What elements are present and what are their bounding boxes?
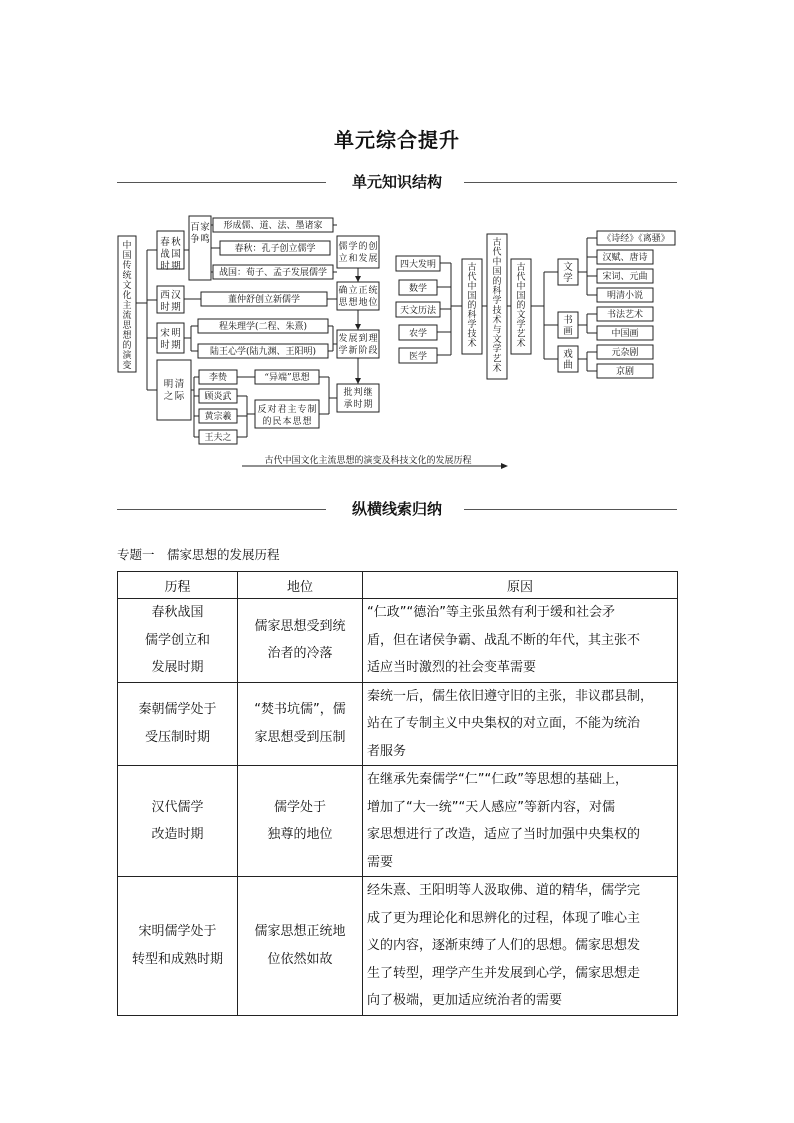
left-root-label: 中国传统文化主流思想的演变 [122,241,132,371]
cell-line: 秦朝儒学处于 [138,702,217,718]
cell-line: 受压制时期 [144,729,210,745]
arts-group-label: 书画 [563,315,573,337]
confucianism-table [117,571,678,1016]
cell-stage [118,766,238,877]
heading-rule-right [464,509,677,510]
period-label-xihan: 西汉时期 [160,290,181,313]
stage-label: 发展到理学新阶段 [338,334,378,356]
cell-line: 汉代儒学 [151,799,204,815]
cell-line: 儒家思想受到统 [254,618,346,634]
section-title-summary: 纵横线索归纳 [351,500,442,518]
cell-line: 儒家思想正统地 [254,924,346,940]
cell-line: “焚书坑儒”，儒 [254,702,346,718]
opera-item-label: 京剧 [615,367,635,377]
cell-line: 秦统一后，儒生依旧遵守旧的主张，非议郡县制， [367,688,654,704]
topic-heading: 专题一 儒家思想的发展历程 [117,547,280,562]
cell-line: 在继承先秦儒学“仁”“仁政”等思想的基础上， [367,772,628,787]
period-label-chunqiu: 春秋战国时期 [160,237,181,272]
stage-label: 确立正统思想地位 [338,286,378,308]
period-label-songming: 宋明时期 [160,328,181,351]
literature-item-label: 宋词、元曲 [602,272,648,282]
science-item-label: 农学 [408,329,428,339]
literature-item-label: 汉赋、唐诗 [602,253,648,263]
cell-reason [363,877,678,1016]
cell-reason [363,599,678,683]
opera-item-label: 元杂剧 [611,348,639,358]
page-title: 单元综合提升 [334,128,460,152]
person-label: 顾炎武 [204,392,232,402]
baijia-label: 百家争鸣 [190,222,210,245]
cell-line: 经朱熹、王阳明等人汲取佛、道的精华，儒学完 [367,883,641,898]
cell-status [238,766,363,877]
cell-line: 成了更为理论化和思辨化的过程，体现了唯心主 [367,910,641,926]
cell-line: “仁政”“德治”等主张虽然有利于缓和社会矛 [367,605,615,620]
person-label: 李贽 [208,373,228,383]
science-root-label: 古代中国的科学技术 [467,263,477,349]
painting-item-label: 中国画 [611,329,639,339]
table-header-row [118,572,678,599]
diagram-arrowheads [355,276,508,469]
cell-status [238,599,363,683]
cell-line: 家思想进行了改造，适应了当时加强中央集权的 [367,827,641,842]
cell-status [238,682,363,766]
person-label: 黄宗羲 [204,412,232,422]
person-label: 王夫之 [204,433,232,443]
cell-line: 适应当时激烈的社会变革需要 [367,660,537,675]
header-status: 地位 [238,572,363,599]
stage-label: 儒学的创立和发展 [338,242,378,264]
section-heading-summary [117,498,677,522]
cell-line: 义的内容，逐渐束缚了人们的思想。儒家思想发 [367,938,641,953]
cell-stage [118,599,238,683]
cell-reason [363,766,678,877]
cell-line: 站在了专制主义中央集权的对立面，不能为统治 [367,716,641,731]
cell-line: 向了极端，更加适应统治者的需要 [367,993,563,1008]
cell-stage [118,682,238,766]
cell-line: 家思想受到压制 [254,729,346,745]
table-row [118,682,678,766]
cell-line: 儒学处于 [273,799,326,815]
stage-label: 批判继承时期 [343,388,373,410]
science-item-label: 数学 [408,284,428,294]
chunqiu-item-label: 形成儒、道、法、墨诸家 [223,221,323,231]
cell-line: 儒学创立和 [144,632,210,648]
table-row [118,766,678,877]
diagram-caption: 古代中国文化主流思想的演变及科技文化的发展历程 [264,456,472,466]
period-label-mingqing: 明清之际 [163,379,185,402]
cell-line: 位依然如故 [267,951,333,967]
cell-line: 转型和成熟时期 [131,951,223,967]
cell-line: 独尊的地位 [267,827,333,842]
cell-line: 增加了“大一统”“天人感应”等新内容，对儒 [367,799,615,815]
knowledge-structure-diagram [0,0,794,480]
yiduan-label: “异端”思想 [264,373,310,383]
cell-line: 治者的冷落 [267,646,333,662]
section-title-structure: 单元知识结构 [351,173,442,191]
cell-line: 发展时期 [151,660,204,675]
arts-group-label: 文学 [563,262,573,284]
xihan-item-label: 董仲舒创立新儒学 [227,295,301,305]
cell-line: 需要 [367,854,394,870]
cell-line: 者服务 [367,743,407,759]
cell-stage [118,877,238,1016]
chunqiu-item-label: 春秋：孔子创立儒学 [234,244,316,254]
painting-item-label: 书法艺术 [606,310,644,320]
songming-item-label: 程朱理学(二程、朱熹) [218,322,308,332]
cell-line: 改造时期 [151,827,204,842]
science-item-label: 医学 [408,352,428,362]
table-row [118,877,678,1016]
science-item-label: 四大发明 [399,260,437,270]
literature-item-label: 《诗经》《离骚》 [602,234,670,244]
cell-line: 春秋战国 [151,605,204,620]
cell-line: 盾，但在诸侯争霸、战乱不断的年代，其主张不 [367,632,641,648]
cell-line: 宋明儒学处于 [138,924,217,940]
arts-root-label: 古代中国的文学艺术 [516,263,526,349]
arts-group-label: 戏曲 [563,349,573,371]
cell-reason [363,682,678,766]
diagram-box-period-mingqing [157,360,191,420]
cell-status [238,877,363,1016]
minben-label: 反对君主专制的民本思想 [257,405,317,427]
cell-line: 生了转型，理学产生并发展到心学，儒家思想走 [367,965,641,981]
chunqiu-item-label: 战国：荀子、孟子发展儒学 [218,268,328,278]
header-reason: 原因 [363,572,678,599]
center-root-label: 古代中国的科学技术与文学艺术 [492,238,502,375]
table-row [118,599,678,683]
table-body [118,599,678,1016]
literature-item-label: 明清小说 [606,291,644,301]
header-stage: 历程 [118,572,238,599]
songming-item-label: 陆王心学(陆九渊、王阳明) [209,347,317,357]
science-item-label: 天文历法 [399,306,437,316]
